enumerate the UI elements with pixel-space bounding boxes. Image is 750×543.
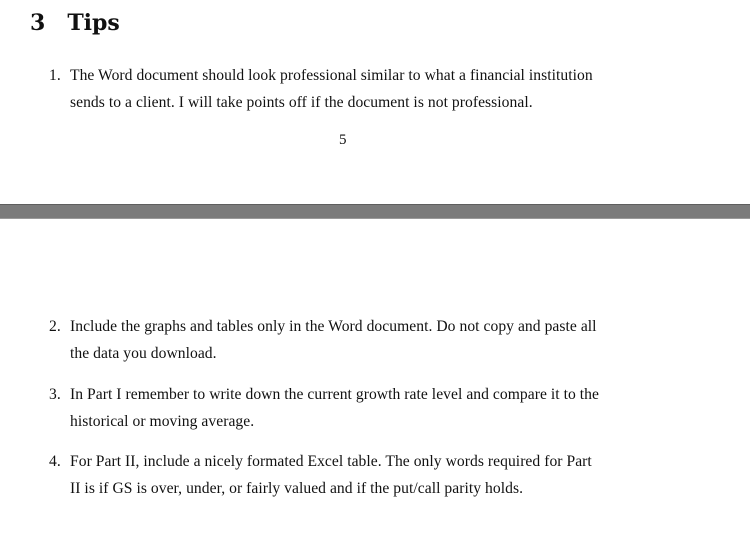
list-item-number: 4.	[49, 453, 61, 470]
page-break-divider	[0, 204, 750, 219]
list-item	[49, 448, 669, 502]
list-item-text: II is if GS is over, under, or fairly valued and if the put/call parity holds.	[70, 480, 524, 497]
page-number: 5	[339, 132, 347, 148]
list-item-number: 1.	[49, 67, 61, 84]
list-item-number: 2.	[49, 318, 61, 335]
list-item	[49, 62, 669, 116]
list-item-text: sends to a client. I will take points off if the document is not professional.	[70, 94, 533, 111]
page-bottom	[0, 219, 750, 543]
list-item-text: historical or moving average.	[70, 413, 255, 430]
list-item	[49, 313, 669, 367]
list-item-text: In Part I remember to write down the current growth rate level and compare it to the	[70, 386, 599, 403]
list-item-text: Include the graphs and tables only in the Word document. Do not copy and paste all	[70, 318, 597, 335]
list-item-text: the data you download.	[70, 345, 217, 362]
section-heading	[30, 10, 120, 36]
page-top	[0, 0, 750, 204]
list-item-text: The Word document should look professional similar to what a financial institution	[70, 67, 593, 84]
list-item	[49, 381, 669, 435]
list-item-text: For Part II, include a nicely formated Excel table. The only words required for Part	[70, 453, 592, 470]
section-title: Tips	[67, 10, 120, 36]
list-item-number: 3.	[49, 386, 61, 403]
section-number: 3	[30, 10, 46, 36]
